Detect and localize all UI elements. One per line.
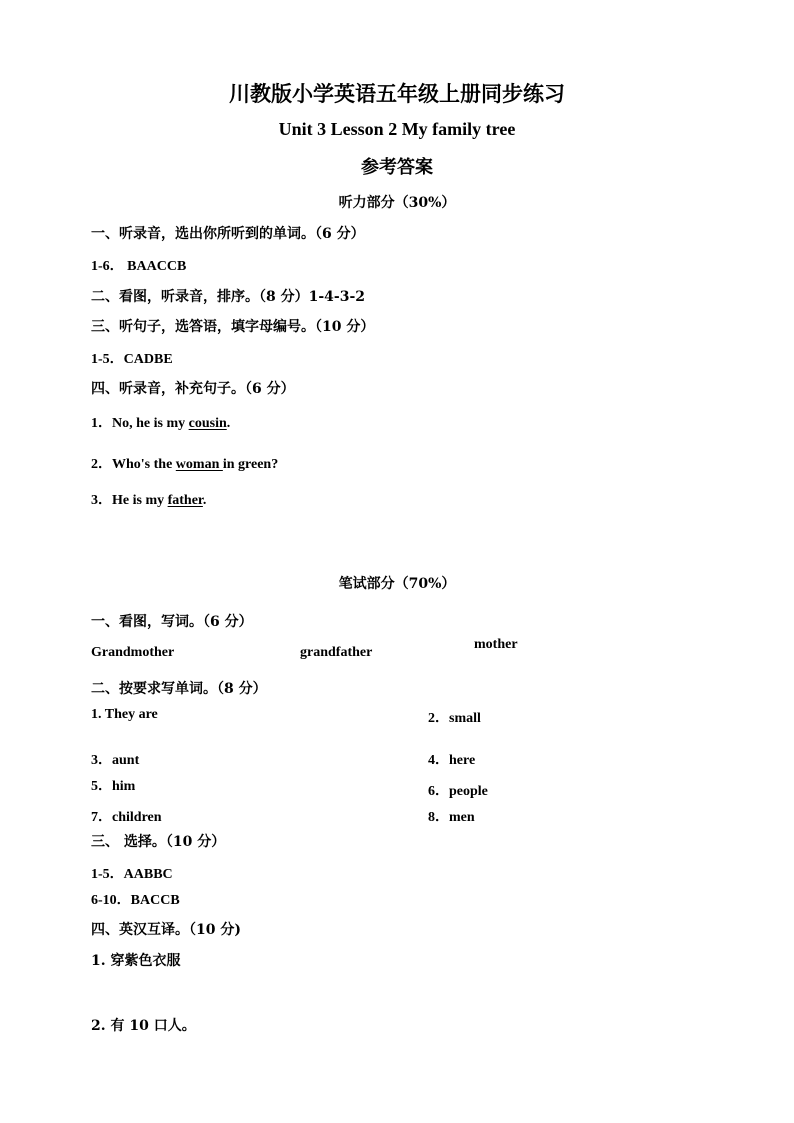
listening-q1-title: 一、听录音，选出你所听到的单词。（6 分） (91, 226, 365, 242)
listening-q4-item-3 (91, 489, 206, 509)
item-prefix: 1．No, he is my (91, 416, 189, 431)
written-w4-answer-2: 2. 有 10 口人。 (91, 1018, 196, 1034)
listening-q3-title: 三、听句子，选答语，填字母编号。（10 分） (91, 319, 375, 335)
written-w2-answer-1: 1. They are (91, 707, 158, 722)
written-w2-answer-3: 3．aunt (91, 753, 140, 768)
written-w2-answer-6: 6．people (428, 784, 488, 799)
written-w1-answer-2: grandfather (300, 645, 373, 660)
listening-q1-answer: 1-6． BAACCB (91, 259, 187, 274)
written-w2-answer-7: 7．children (91, 810, 162, 825)
written-w4-answer-1: 1. 穿紫色衣服 (91, 953, 181, 969)
written-w4-title: 四、英汉互译。（10 分) (91, 922, 241, 938)
item-suffix: in green? (222, 457, 279, 472)
written-w2-answer-5: 5．him (91, 779, 136, 794)
written-w3-answer-2: 6-10．BACCB (91, 893, 180, 908)
item-suffix: . (202, 493, 207, 508)
written-w2-answer-4: 4．here (428, 753, 476, 768)
written-w2-answer-8: 8．men (428, 810, 475, 825)
written-heading: 笔试部分（70%） (338, 576, 456, 592)
written-w2-answer-2: 2．small (428, 711, 481, 726)
item-prefix: 2．Who's the (91, 457, 176, 472)
answer-blank: cousin (188, 416, 227, 431)
answer-key-title: 参考答案 (361, 157, 433, 178)
document-title: 川教版小学英语五年级上册同步练习 (229, 81, 565, 106)
listening-q4-item-1 (91, 412, 230, 432)
written-w1-answer-3: mother (474, 637, 518, 652)
listening-q4-title: 四、听录音，补充句子。（6 分） (91, 381, 295, 397)
answer-blank: woman (175, 457, 223, 472)
listening-q4-item-2 (91, 453, 278, 473)
listening-heading: 听力部分（30%） (338, 195, 456, 211)
listening-q3-answer: 1-5．CADBE (91, 352, 173, 367)
written-w1-answer-1: Grandmother (91, 645, 175, 660)
item-suffix: . (226, 416, 231, 431)
listening-q2-title: 二、看图，听录音，排序。（8 分）1-4-3-2 (91, 289, 366, 305)
written-w3-title: 三、 选择。（10 分） (91, 834, 226, 850)
written-w1-title: 一、看图，写词。（6 分） (91, 614, 253, 630)
item-prefix: 3．He is my (91, 493, 168, 508)
written-w2-title: 二、按要求写单词。（8 分） (91, 681, 267, 697)
unit-subtitle: Unit 3 Lesson 2 My family tree (278, 119, 516, 139)
written-w3-answer-1: 1-5．AABBC (91, 867, 173, 882)
answer-blank: father (167, 493, 203, 508)
